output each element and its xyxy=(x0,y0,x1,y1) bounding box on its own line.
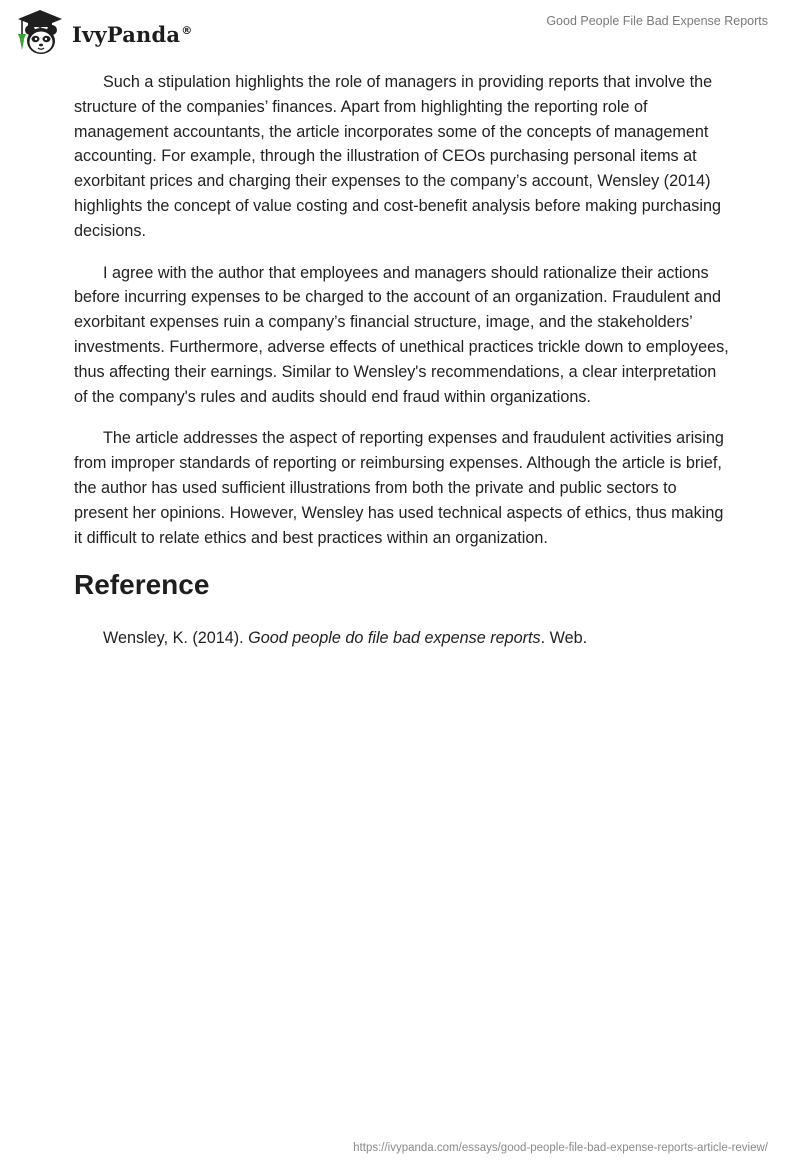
ivypanda-logo[interactable] xyxy=(14,8,192,58)
reference-entry xyxy=(74,626,734,650)
document-title: Good People File Bad Expense Reports xyxy=(546,14,768,28)
reference-author-year: Wensley, K. (2014). xyxy=(103,629,249,648)
body-paragraph: Such a stipulation highlights the role of managers in providing reports that involve the structure of the companies’ finances. Apart from highlighting the reporting role of management accountants, the article incorporates some of the concepts of management accounting. For example, through the illustration of CEOs purchasing personal items at exorbitant prices and charging their expenses to the company’s account, Wensley (2014) highlights the concept of value costing and cost-benefit analysis before making purchasing decisions. xyxy=(74,73,721,240)
source-url-link[interactable]: https://ivypanda.com/essays/good-people-file-bad-expense-reports-article-review/ xyxy=(353,1142,768,1154)
reference-heading: Reference xyxy=(74,569,210,601)
body-paragraph: I agree with the author that employees and managers should rationalize their actions before incurring expenses to be charged to the account of an organization. Fraudulent and exorbitant expenses ruin a company’s financial structure, image, and the stakeholders’ investments. Furthermore, adverse effects of unethical practices trickle down to employees, thus affecting their earnings. Similar to Wensley's recommendations, a clear interpretation of the company's rules and audits should end fraud within organizations. xyxy=(74,263,729,406)
panda-graduate-icon xyxy=(14,8,66,58)
reference-title: Good people do file bad expense reports xyxy=(248,629,541,648)
reference-suffix: . Web. xyxy=(540,629,588,648)
essay-content xyxy=(74,70,734,650)
page-header xyxy=(0,0,800,70)
body-paragraph: The article addresses the aspect of reporting expenses and fraudulent activities arising from improper standards of reporting or reimbursing expenses. Although the article is brief, the author has used sufficient illustrations from both the private and public sectors to present her opinions. However, Wensley has used technical aspects of ethics, thus making it difficult to relate ethics and best practices within an organization. xyxy=(74,429,724,547)
logo-wordmark xyxy=(72,22,192,47)
registered-mark: ® xyxy=(181,23,193,37)
logo-name: IvyPanda xyxy=(72,21,181,47)
